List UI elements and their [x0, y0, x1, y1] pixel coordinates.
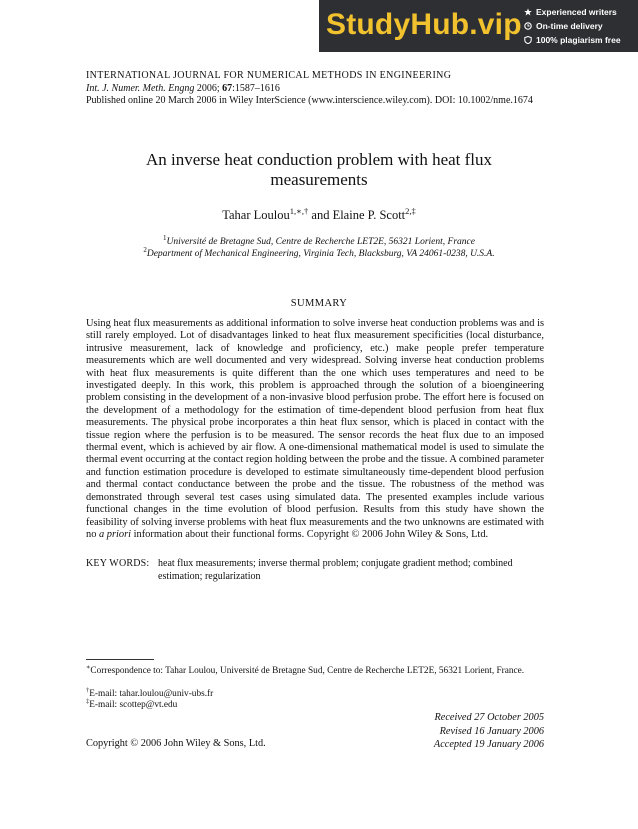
accepted-date: Accepted 19 January 2006 — [433, 739, 544, 751]
ad-banner[interactable] — [319, 0, 638, 52]
author-name: Tahar Loulou — [222, 208, 290, 223]
affiliation-mark: 2 — [143, 246, 147, 254]
author-list — [0, 206, 638, 223]
footnote-mark: ‡ — [86, 698, 90, 705]
footnote-correspondence — [86, 662, 544, 678]
footnote-divider — [86, 659, 154, 660]
journal-citation — [86, 83, 533, 96]
received-date: Received 27 October 2005 — [434, 712, 544, 723]
citation-year: 2006; — [194, 82, 223, 94]
banner-features — [524, 5, 621, 47]
footnote-mark: † — [86, 687, 90, 694]
revised-date: Revised 16 January 2006 — [439, 725, 544, 737]
citation-volume: 67 — [222, 82, 233, 94]
footnote-text: E-mail: tahar.loulou@univ-ubs.fr — [89, 689, 214, 700]
affiliation-text: Université de Bretagne Sud, Centre de Recherche LET2E, 56321 Lorient, France — [166, 237, 475, 248]
feature-label: On-time delivery — [536, 21, 603, 31]
author-separator: and — [308, 208, 333, 223]
brand-logo-text[interactable]: StudyHub.vip — [326, 8, 522, 41]
journal-name: INTERNATIONAL JOURNAL FOR NUMERICAL METHODS IN ENGINEERING — [86, 70, 452, 81]
feature-label: Experienced writers — [536, 7, 617, 17]
title-line: An inverse heat conduction problem with heat flux — [145, 150, 493, 169]
feature-item — [524, 19, 621, 33]
clock-icon — [524, 22, 532, 30]
feature-item — [524, 33, 621, 47]
affiliation — [0, 246, 638, 259]
citation-journal: Int. J. Numer. Meth. Engng — [86, 82, 195, 94]
author-marks: 2,‡ — [405, 206, 416, 216]
citation-pages: :1587–1616 — [232, 82, 280, 94]
shield-icon — [524, 36, 532, 44]
history-dates — [434, 711, 544, 752]
journal-header — [86, 70, 533, 108]
copyright-notice: Copyright © 2006 John Wiley & Sons, Ltd. — [86, 738, 266, 749]
keywords-text: heat flux measurements; inverse thermal problem; conjugate gradient method; combined estimation; regularization — [158, 558, 513, 582]
author-name: Elaine P. Scott — [332, 208, 406, 223]
abstract-body — [86, 318, 544, 541]
paper-title — [0, 150, 638, 190]
star-icon — [524, 8, 532, 16]
footnote-text: Correspondence to: Tahar Loulou, Université de Bretagne Sud, Centre de Recherche LET2E, 56321 Lorient, France. — [90, 666, 525, 677]
author-marks: 1,∗,† — [289, 206, 309, 216]
keywords-label: KEY WORDS: — [86, 558, 150, 569]
feature-label: 100% plagiarism free — [536, 35, 621, 45]
affiliation-text: Department of Mechanical Engineering, Virginia Tech, Blacksburg, VA 24061-0238, U.S.A. — [146, 249, 495, 260]
abstract-text: information about their functional forms. Copyright © 2006 John Wiley & Sons, Ltd. — [131, 528, 489, 540]
publication-info: Published online 20 March 2006 in Wiley InterScience (www.interscience.wiley.com). DOI: 10.1002/nme.1674 — [86, 95, 533, 106]
footnote-mark: ∗ — [86, 664, 91, 671]
feature-item — [524, 5, 621, 19]
summary-heading: SUMMARY — [290, 298, 348, 309]
title-line: measurements — [270, 170, 368, 189]
abstract-text: Using heat flux measurements as additional information to solve inverse heat conduction problems was and is still rarely employed. Lot of disadvantages linked to heat flux measurement specificities (local disturbance, intrusive measurement, lack of knowledge and proficiency, etc.) make people prefer temperature measurements which are well documented and very widespread. Solving inverse heat conduction problems with heat flux measurements is quite different than the one which uses temperatures and need to be investigated deeply. In this work, this problem is approached through the solution of a bioengineering problem consisting in the development of a non-invasive blood perfusion probe. The effort here is focused on the development of a methodology for the estimation of time-dependent blood perfusion from heat flux measurements. The physical probe incorporates a thin heat flux sensor, which is placed in contact with the tissue region where the perfusion is to be measured. The sensor records the heat flux due to an imposed thermal event, which is achieved by air flow. A one-dimensional mathematical model is used to simulate the thermal event occurring at the contact region holding between the probe and the tissue. A combined parameter and function estimation procedure is developed to estimate simultaneously time-dependent blood perfusion and thermal contact conductance between the probe and the tissue. The robustness of the method was demonstrated through several test cases using simulated data. The presented examples include various functional changes in the time evolution of blood perfusion. Results from this study have shown the feasibility of solving inverse problems with heat flux measurements and the two unknowns are estimated with no — [86, 318, 544, 540]
abstract-italic: a priori — [99, 528, 132, 540]
affiliation-mark: 1 — [163, 234, 167, 242]
footnote-email — [86, 696, 177, 712]
footnote-text: E-mail: scottep@vt.edu — [89, 700, 178, 711]
